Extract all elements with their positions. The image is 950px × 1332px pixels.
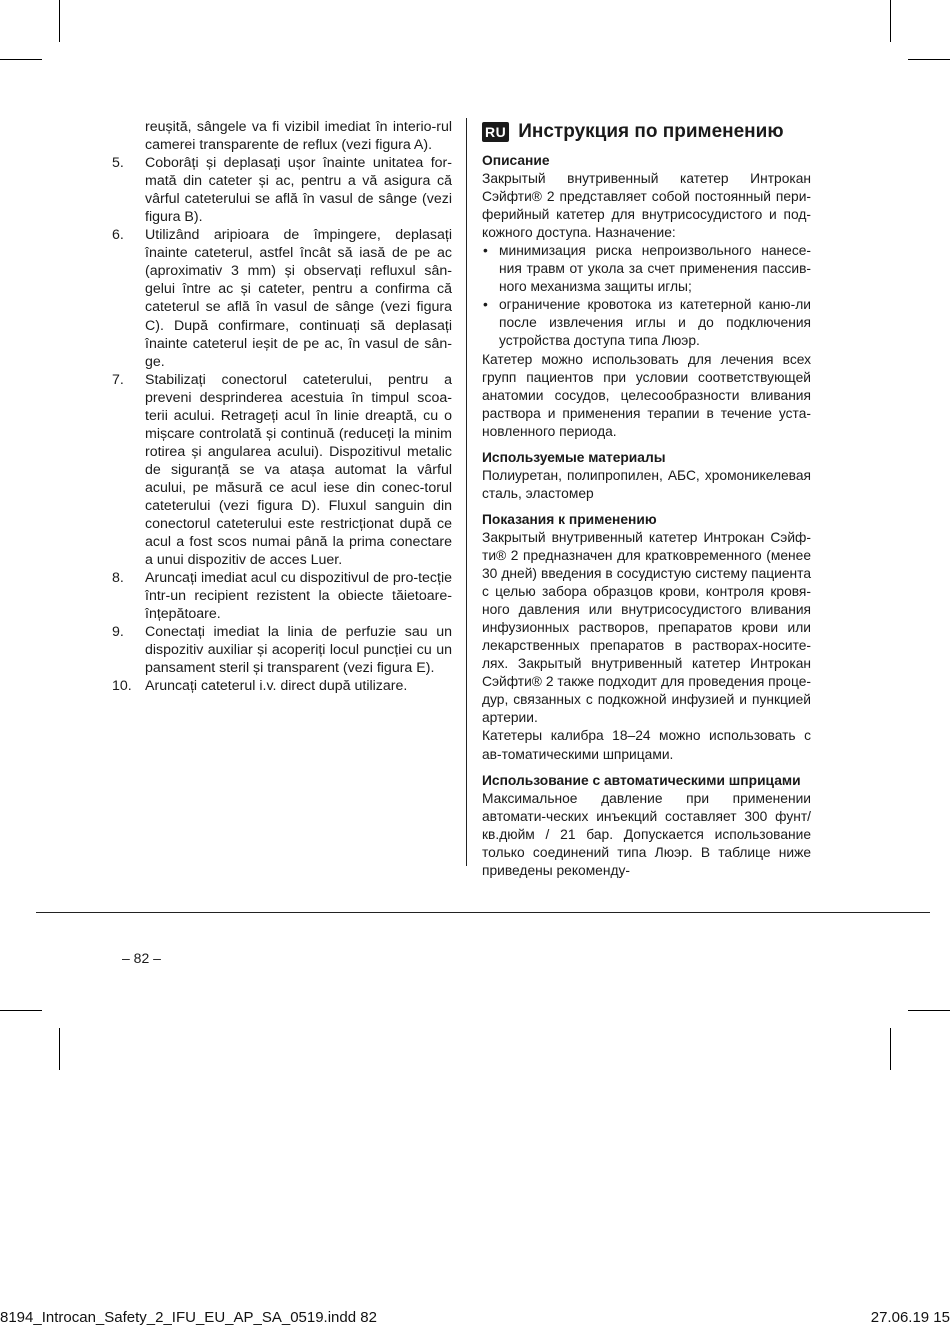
injectors-text: Максимальное давление при применении автомати-ческих инъекций составляет 300 фунт/кв.дюйм / 21 бар. Допускается использование только соединений типа Люэр. В таблице ниже приведены рекоменду- [482,790,811,878]
language-badge: RU [482,122,509,142]
crop-mark-bottom-right-horizontal [908,1010,950,1011]
step-text: Utilizând aripioara de împingere, deplasați înainte cateterul, astfel încât să iasă de pe ac (aproximativ 3 mm) și observați refluxul sân-gelui între ac și cateter, pentru a confirma că cateterul se află în vasul de sânge (vezi figura C). După confirmare, continuați să deplasați înainte cateterul ieșit de pe ac, în vasul de sân-ge. [145,227,452,370]
purpose-list [482,242,811,350]
step-text: Aruncați cateterul i.v. direct după utilizare. [145,678,408,695]
indications-text-gauge: Катетеры калибра 18–24 можно использовать с ав-томатическими шприцами. [482,728,811,762]
description-closing: Катетер можно использовать для лечения всех групп пациентов при условии соответствующей анатомии сосудов, целесообразности вливания раствора и применения терапии в течение уста-новленного периода. [482,351,811,439]
list-item: • минимизация риска непроизвольного нанесе-ния травм от укола за счет применения пассив-ного механизма защиты иглы; [482,242,811,296]
step-number: 6. [112,227,124,244]
left-column [112,118,452,696]
page-title: Инструкция по применению [518,120,784,142]
description-intro: Закрытый внутривенный катетер Интрокан Сэйфти® 2 представляет собой постоянный пери-ферийный катетер для внутрисосудистого и под-кожного доступа. Назначение: [482,171,811,241]
step-item [112,371,452,570]
crop-mark-bottom-right-vertical [890,1028,891,1070]
step-item [112,226,452,370]
step-number: 8. [112,570,124,587]
step-number: 5. [112,155,124,172]
description-section [482,152,811,441]
crop-mark-bottom-left-horizontal [0,1010,42,1011]
step-number: 9. [112,624,124,641]
slug-filename: 8194_Introcan_Safety_2_IFU_EU_AP_SA_0519.indd 82 [0,1309,377,1326]
crop-mark-top-left-vertical [59,0,60,42]
materials-section [482,449,811,503]
continuation-text: reușită, sângele va fi vizibil imediat în interio-rul camerei transparente de reflux (vezi figura A). [145,119,452,154]
step-item [112,623,452,677]
step-item [112,154,452,226]
step-text: Stabilizați conectorul cateterului, pentru a preveni desprinderea acestuia în timpul scoa-terii acului. Retrageți acul în linie dreaptă, cu o mișcare controlată și continuă (reduceți la minim rotirea și angularea acului). Dispozitivul metalic de siguranță se va atașa automat la vârful acului, pe măsură ce acul iese din conec-torul cateterului (vezi figura D). Fluxul sanguin din conectorul cateterului este restricționat după ce acul a fost scos numai până la prima conectare a unui dispozitiv de acces Luer. [145,371,452,569]
step-number: 10. [112,678,132,695]
indications-text: Закрытый внутривенный катетер Интрокан Сэйф-ти® 2 предназначен для кратковременного (менее 30 дней) введения в сосудистую систему пациента с целью забора образцов крови, контроля кровя-ного давления или внутрисосудистого вливания инфузионных растворов, препаратов крови или лекарственных препаратов в растворах-носите-лях. Закрытый внутривенный катетер Интрокан Сэйфти® 2 также подходит для проведения проце-дур, связанных с подкожной инфузией и пункцией артерии. [482,529,811,726]
column-divider [466,118,467,866]
crop-mark-bottom-left-vertical [59,1028,60,1070]
crop-mark-top-right-horizontal [908,59,950,60]
step-text: Conectați imediat la linia de perfuzie sau un dispozitiv auxiliar și acoperiți locul puncției cu un pansament steril și transparent (vezi figura E). [145,624,452,677]
step-list [112,154,452,695]
injectors-heading: Использование с автоматическими шприцами [482,772,801,788]
indications-heading: Показания к применению [482,511,657,527]
indications-section [482,511,811,764]
page-number: – 82 – [122,950,161,966]
step-number: 7. [112,371,124,388]
step-item [112,569,452,623]
injectors-section [482,772,811,880]
step-text: Aruncați imediat acul cu dispozitivul de pro-tecție într-un recipient rezistent la obiecte tăietoare-înțepătoare. [145,570,452,623]
right-column [482,120,811,888]
materials-text: Полиуретан, полипропилен, АБС, хромоникелевая сталь, эластомер [482,467,811,501]
materials-heading: Используемые материалы [482,449,666,465]
description-heading: Описание [482,153,550,168]
list-item: • ограничение кровотока из катетерной каню-ли после извлечения иглы и до подключения устройства доступа типа Люэр. [482,296,811,350]
step-item [112,677,452,695]
section-title-row [482,120,811,144]
step-text: Coborâți și deplasați ușor înainte unitatea for-mată din cateter și ac, pentru a vă asigura că vârful cateterului se află în vasul de sânge (vezi figura B). [145,155,452,226]
crop-mark-top-right-vertical [890,0,891,42]
footer-rule [36,912,930,913]
slug-date: 27.06.19 15 [870,1309,950,1326]
crop-mark-top-left-horizontal [0,59,42,60]
